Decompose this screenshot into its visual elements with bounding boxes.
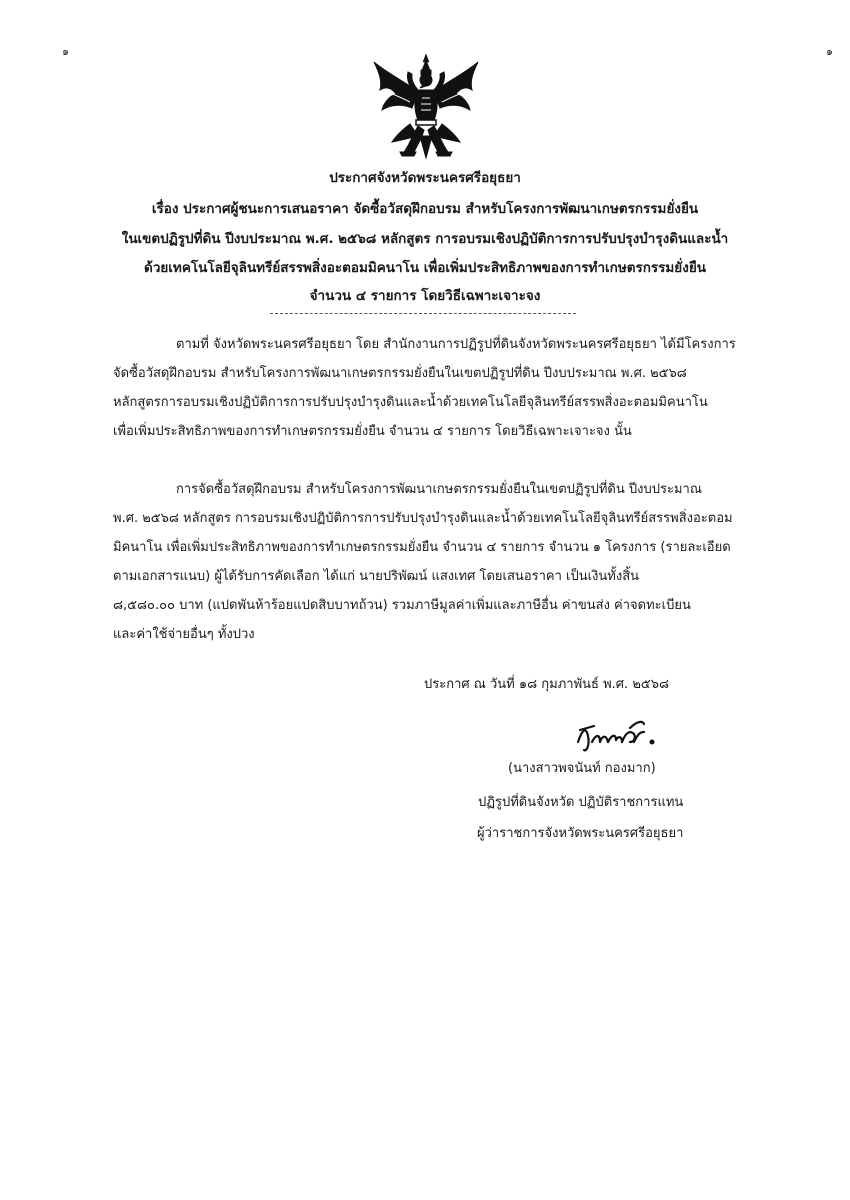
subject-line-1: เรื่อง ประกาศผู้ชนะการเสนอราคา จัดซื้อวัสดุฝึกอบรม สำหรับโครงการพัฒนาเกษตรกรรมยั่งยืน — [151, 201, 699, 217]
corner-mark-right: ๑ — [826, 45, 833, 58]
garuda-emblem-icon — [366, 52, 486, 160]
paragraph-2-line: การจัดซื้อวัสดุฝึกอบรม สำหรับโครงการพัฒนาเกษตรกรรมยั่งยืนในเขตปฏิรูปที่ดิน ปีงบประมาณ — [176, 482, 702, 497]
paragraph-2-line: และค่าใช้จ่ายอื่นๆ ทั้งปวง — [113, 627, 255, 642]
paragraph-1-line: จัดซื้อวัสดุฝึกอบรม สำหรับโครงการพัฒนาเกษตรกรรมยั่งยืนในเขตปฏิรูปที่ดิน ปีงบประมาณ พ.ศ. ๒๕๖๘ — [113, 366, 687, 381]
heading-separator — [270, 313, 576, 314]
corner-mark-left: ๑ — [62, 45, 69, 58]
handwritten-signature — [572, 712, 662, 758]
announcement-heading: ประกาศจังหวัดพระนครศรีอยุธยา — [329, 170, 521, 186]
paragraph-2-line: พ.ศ. ๒๕๖๘ หลักสูตร การอบรมเชิงปฏิบัติการการปรับปรุงบำรุงดินและน้ำด้วยเทคโนโลยีจุลินทรีย์สรรพสิ่งอะตอม — [113, 511, 733, 526]
signatory-position-2: ผู้ว่าราชการจังหวัดพระนครศรีอยุธยา — [477, 826, 684, 841]
paragraph-1-line: ตามที่ จังหวัดพระนครศรีอยุธยา โดย สำนักงานการปฏิรูปที่ดินจังหวัดพระนครศรีอยุธยา ได้มีโครงการ — [176, 337, 736, 352]
signatory-position-1: ปฏิรูปที่ดินจังหวัด ปฏิบัติราชการแทน — [478, 795, 684, 810]
subject-line-3: ด้วยเทคโนโลยีจุลินทรีย์สรรพสิ่งอะตอมมิคนาโน เพื่อเพิ่มประสิทธิภาพของการทำเกษตรกรรมยั่งยืน — [144, 260, 706, 276]
paragraph-2-line: ๘,๕๘๐.๐๐ บาท (แปดพันห้าร้อยแปดสิบบาทถ้วน) รวมภาษีมูลค่าเพิ่มและภาษีอื่น ค่าขนส่ง ค่าจดทะเบียน — [113, 598, 691, 613]
paragraph-2-line: ตามเอกสารแนบ) ผู้ได้รับการคัดเลือก ได้แก่ นายปริพัฒน์ แสงเทศ โดยเสนอราคา เป็นเงินทั้งสิ้น — [113, 569, 640, 584]
signatory-name: (นางสาวพจนันท์ กองมาก) — [508, 761, 656, 776]
announcement-date: ประกาศ ณ วันที่ ๑๘ กุมภาพันธ์ พ.ศ. ๒๕๖๘ — [424, 677, 670, 692]
paragraph-1-line: หลักสูตรการอบรมเชิงปฏิบัติการการปรับปรุงบำรุงดินและน้ำด้วยเทคโนโลยีจุลินทรีย์สรรพสิ่งอะตอมมิคนาโน — [113, 395, 708, 410]
subject-line-2: ในเขตปฏิรูปที่ดิน ปีงบประมาณ พ.ศ. ๒๕๖๘ หลักสูตร การอบรมเชิงปฏิบัติการการปรับปรุงบำรุงดินและน้ำ — [121, 231, 729, 247]
paragraph-1-line: เพื่อเพิ่มประสิทธิภาพของการทำเกษตรกรรมยั่งยืน จำนวน ๔ รายการ โดยวิธีเฉพาะเจาะจง นั้น — [113, 424, 632, 439]
subject-line-4: จำนวน ๔ รายการ โดยวิธีเฉพาะเจาะจง — [309, 288, 541, 304]
paragraph-2-line: มิคนาโน เพื่อเพิ่มประสิทธิภาพของการทำเกษตรกรรมยั่งยืน จำนวน ๔ รายการ จำนวน ๑ โครงการ (รายละเอียด — [113, 540, 731, 555]
